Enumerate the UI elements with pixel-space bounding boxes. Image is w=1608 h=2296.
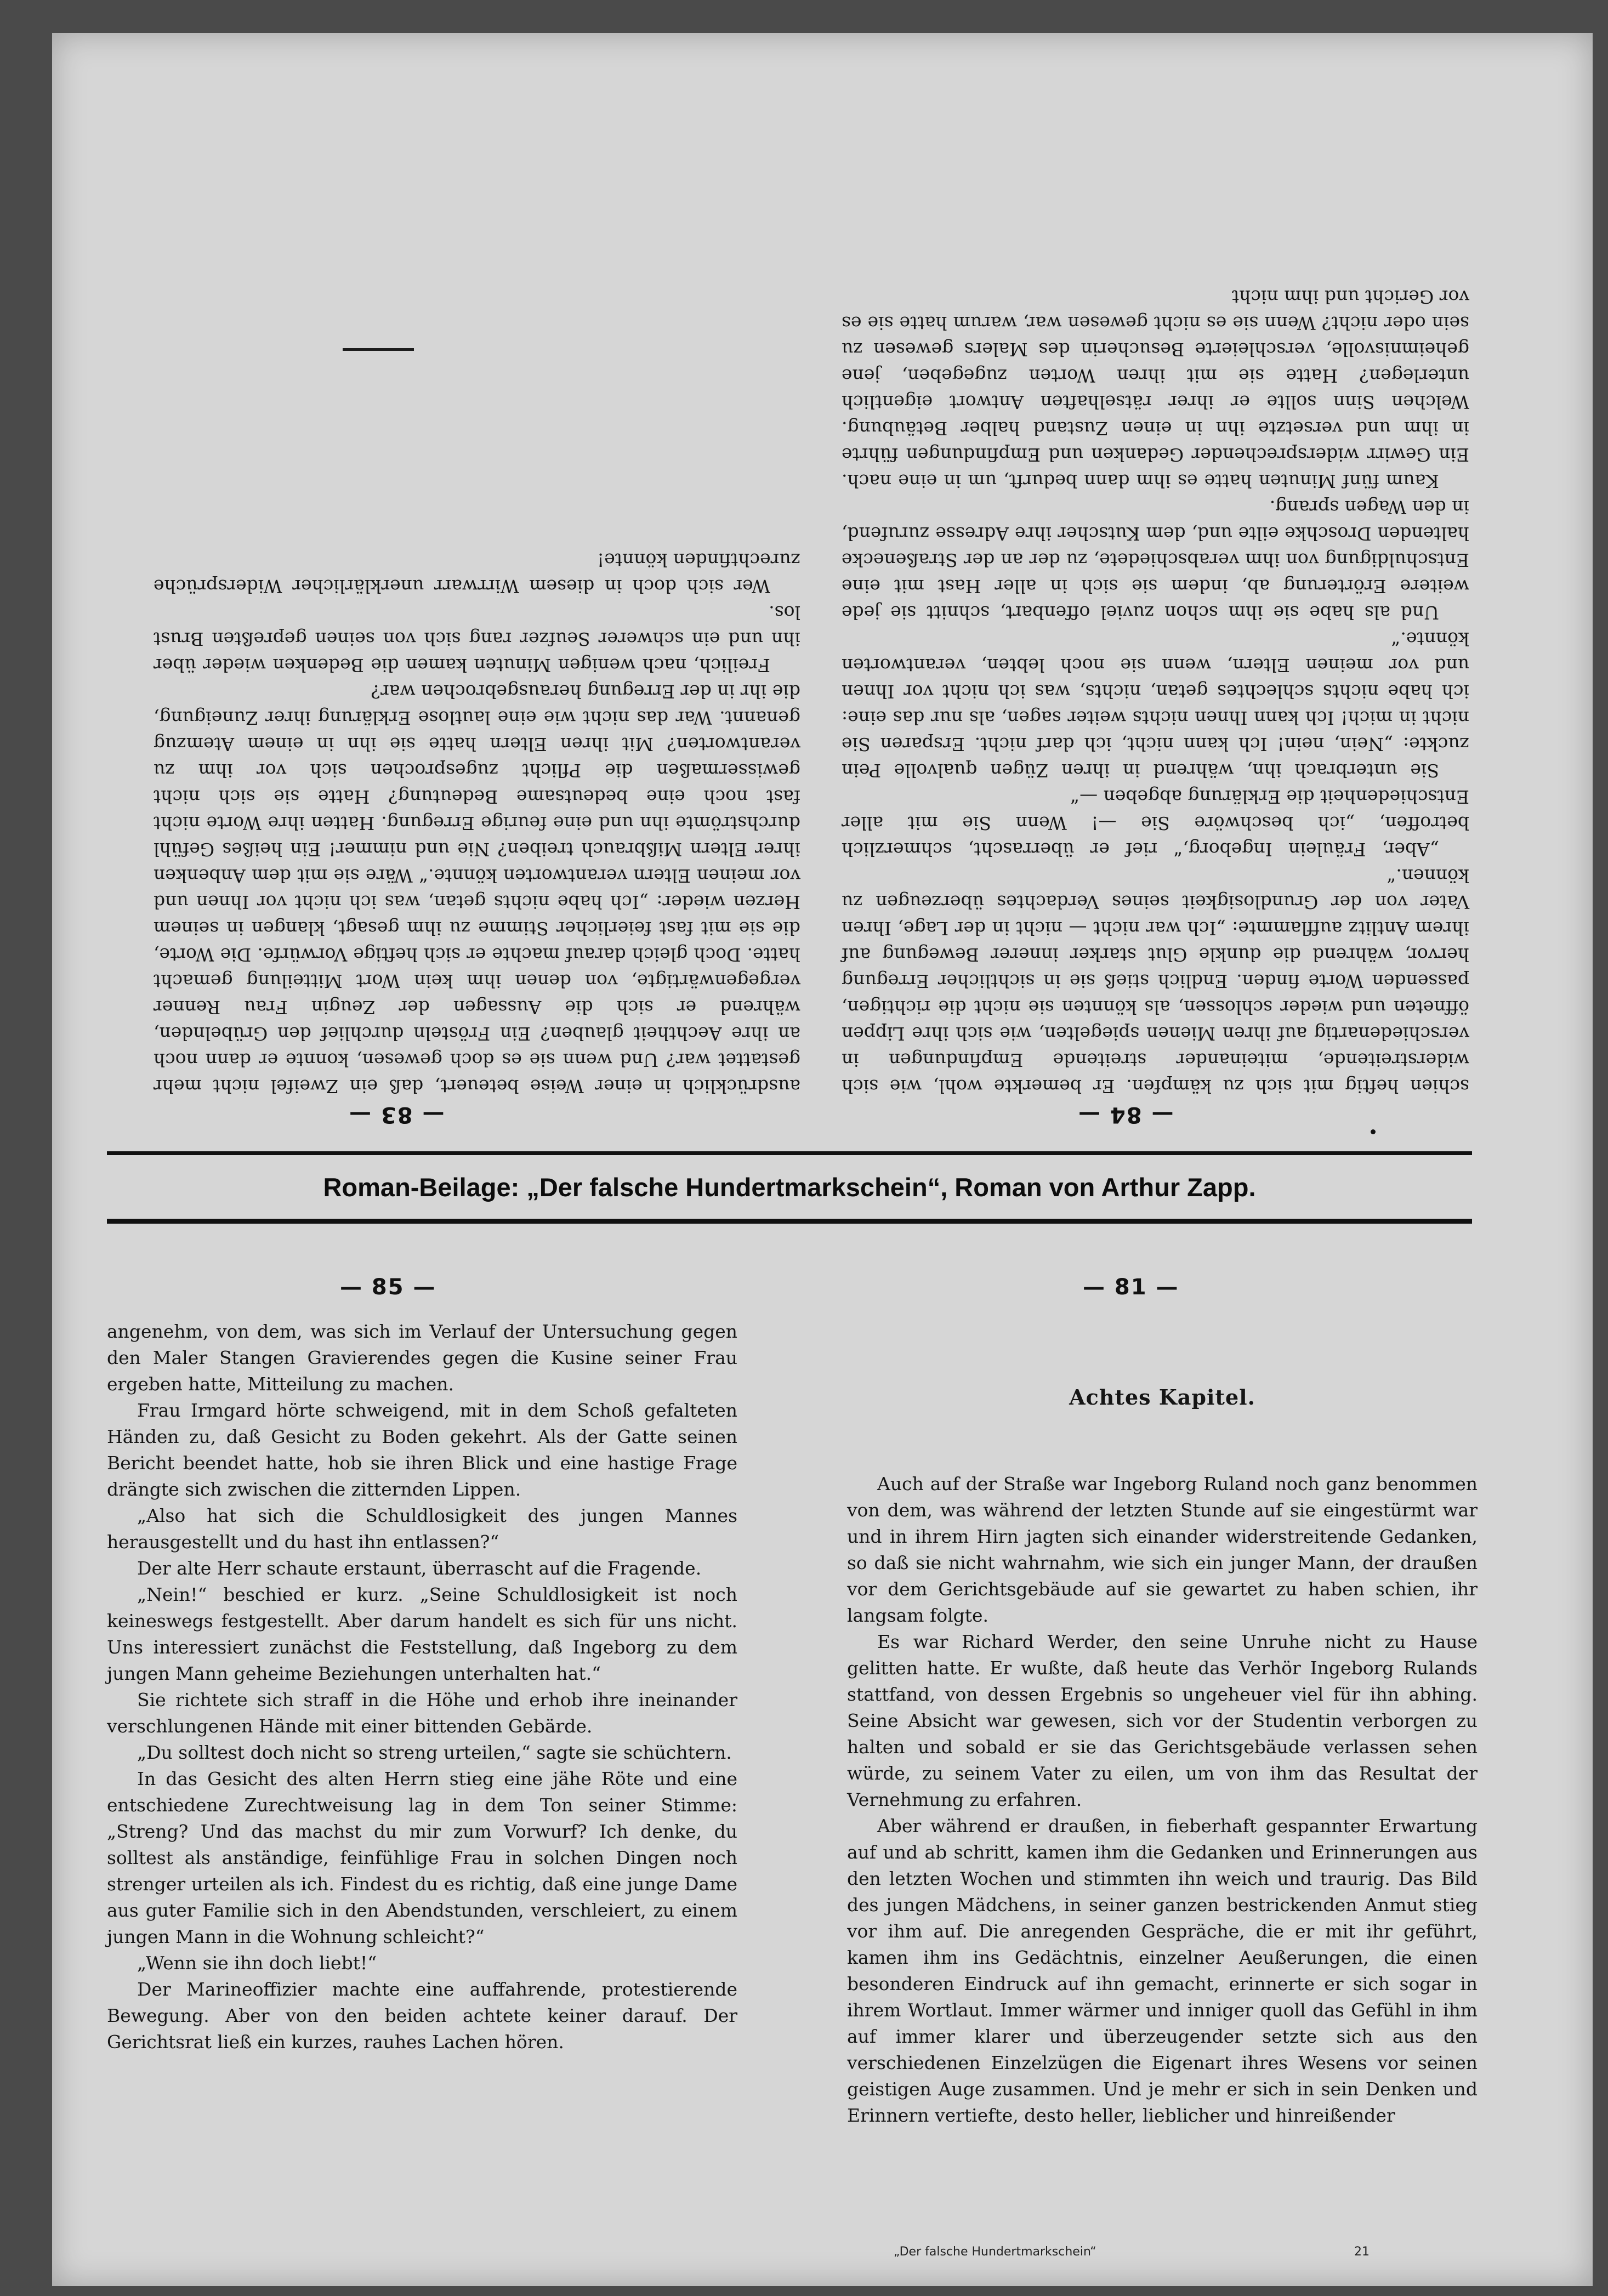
top-left-divider [343,348,414,351]
paragraph: „Also hat sich die Schuldlosigkeit des jungen Mannes herausgestellt und du hast ihn entlassen?“ [107,1505,737,1553]
paragraph: Der alte Herr schaute erstaunt, überrascht auf die Fragende. [137,1558,702,1579]
paragraph: angenehm, von dem, was sich im Verlauf der Untersuchung gegen den Maler Stangen Gravierendes gegen die Kusine seiner Frau ergeben hatte, Mitteilung zu machen. [107,1321,737,1395]
paragraph: schien heftig mit sich zu kämpfen. Er bemerkte wohl, wie sich widerstreitende, miteinander streitende Empfindungen in verschiedenartig auf ihren Mienen spiegelten, wie sich ihre Lippen öffneten und wieder schlossen, als könnten sie nicht die richtigen, passenden Worte finden. Endlich stieß sie in sichtlicher Erregung hervor, während die dunkle Glut starker innerer Bewegung auf ihrem Antlitz aufflammte: „Ich war nicht — nicht in der Lage, Ihren Vater von der Grundlosigkeit seines Verdachtes überzeugen zu können.“ [842,865,1469,1097]
signature-footer-title: „Der falsche Hundertmarkschein“ [894,2245,1096,2259]
paragraph: Und als habe sie ihm schon zuviel offenbart, schnitt sie jede weitere Erörterung ab, indem sie sich in aller Hast mit eine Entschuldigung von ihm verabschiedete, zu der an der Straßenecke haltenden Droschke eilte und, dem Kutscher ihre Adresse zurufend, in den Wagen sprang. [842,497,1469,623]
bottom-right-column [847,1319,1478,2223]
top-right-page-number: — 84 — [1077,1102,1174,1127]
top-left-page-number: — 83 — [348,1102,445,1127]
paragraph: ausdrücklich in einer Weise beteuert, daß ein Zweifel nicht mehr gestattet war? Und wenn sie es doch gewesen, konnte er dann noch an ihre Aechtheit glauben? Ein Frösteln durchlief den Grübelnden, während er sich die Aussagen der Zeugin Frau Renner vergegenwärtigte, von denen ihm kein Wort Mitteilung gemacht hatte. Doch gleich darauf machte er sich heftige Vorwürfe. Die Worte, die sie mit fast feierlicher Stimme zu ihm gesagt, klangen in seinem Herzen wieder: „Ich habe nichts getan, was ich nicht vor Ihnen und vor meinen Eltern verantworten könnte.“ Wäre sie mit dem Anbenken ihrer Eltern Mißbrauch treiben? Nie und nimmer! Ein heißes Gefühl durchströmte ihn und eine feurige Erregung. Hatten ihre Worte nicht fast noch eine bedeutsame Bedeutung? Hatte sie sich nicht gewissermaßen die Pflicht zugesprochen sich vor ihm zu verantworten? Mit ihren Eltern hatte sie ihn in einem Atemzug genannt. War das nicht wie eine lautlose Erklärung ihrer Zuneigung, die ihr in der Erregung herausgebrochen war? [154,681,800,1097]
paragraph: Frau Irmgard hörte schweigend, mit in dem Schoß gefalteten Händen zu, daß Gesicht zu Boden gekehrt. Als der Gatte seinen Bericht beendet hatte, hob sie ihren Blick und eine hastige Frage drängte sich zwischen die zitternden Lippen. [107,1400,737,1500]
paragraph: Sie unterbrach ihn, während in ihren Zügen qualvolle Pein zuckte: „Nein, nein! Ich kann nicht, ich darf nicht. Ersparen Sie nicht in mich! Ich kann Ihnen nichts weiter sagen, als nur das eine: ich habe nichts schlechtes getan, nichts, was ich nicht vor Ihnen und vor meinen Eltern, wenn sie noch lebten, verantworten könnte.“ [842,628,1469,781]
chapter-title: Achtes Kapitel. [1069,1385,1255,1410]
serial-banner: Roman-Beilage: „Der falsche Hundertmarkschein“, Roman von Arthur Zapp. [323,1172,1256,1202]
paragraph: Es war Richard Werder, den seine Unruhe nicht zu Hause gelitten hatte. Er wußte, daß heute das Verhör Ingeborg Rulands stattfand, von dessen Ergebnis so ungeheuer viel für ihn abhing. Seine Absicht war gewesen, sich vor der Studentin verborgen zu halten und sobald er sie das Gerichtsgebäude verlassen sehen würde, zu seinem Vater zu eilen, um von ihm das Resultat der Vernehmung zu erfahren. [847,1631,1478,1810]
bottom-right-page-number: — 81 — [1083,1275,1179,1300]
paragraph: Auch auf der Straße war Ingeborg Ruland noch ganz benommen von dem, was während der letzten Stunde auf sie eingestürmt war und in ihrem Hirn jagten sich einander widerstreitende Gedanken, so daß sie nicht wahrnahm, wie sich ein junger Mann, der draußen vor dem Gerichtsgebäude auf sie gewartet zu haben schien, ihr langsam folgte. [847,1473,1478,1626]
paragraph: Der Marineoffizier machte eine auffahrende, protestierende Bewegung. Aber von den beiden achtete keiner darauf. Der Gerichtsrat ließ ein kurzes, rauhes Lachen hören. [107,1979,737,2053]
paragraph: In das Gesicht des alten Herrn stieg eine jähe Röte und eine entschiedene Zurechtweisung lag in dem Ton seiner Stimme: „Streng? Und das machst du mir zum Vorwurf? Ich denke, du solltest als anständige, feinfühlige Frau in solchen Dingen noch strenger urteilen als ich. Findest du es richtig, daß eine junge Dame aus guter Familie sich in den Abendstunden, verschleiert, zu einem jungen Mann in die Wohnung schleicht?“ [107,1768,737,1947]
top-left-column [154,425,800,1099]
ink-speck [1371,1129,1376,1134]
paragraph: „Aber, Fräulein Ingeborg,“ rief er überrascht, schmerzlich betroffen, „ich beschwöre Sie —! Wenn Sie mit aller Entschiedenheit die Erklärung abgeben —“ [842,786,1469,860]
paragraph: Sie richtete sich straff in die Höhe und erhob ihre ineinander verschlungenen Hände mit einer bittenden Gebärde. [107,1689,737,1737]
top-right-column [842,184,1469,1099]
paragraph: Wer sich doch in diesem Wirrwarr unerklärlicher Widersprüche zurechtfinden könnte! [154,549,800,597]
paragraph: „Du solltest doch nicht so streng urteilen,“ sagte sie schüchtern. [137,1742,732,1763]
bottom-left-column [107,1319,737,2207]
banner-rule-top [107,1151,1472,1155]
newspaper-sheet [52,33,1593,2286]
top-left-paragraphs [154,547,800,1099]
paragraph: „Nein!“ beschied er kurz. „Seine Schuldlosigkeit ist noch keineswegs festgestellt. Aber darum handelt es sich für uns nicht. Uns interessiert zunächst die Feststellung, daß Ingeborg zu dem jungen Mann geheime Beziehungen unterhalten hat.“ [107,1584,737,1684]
paragraph: Freilich, nach wenigen Minuten kamen die Bedenken wieder über ihn und ein schwerer Seufzer rang sich von seinen gepreßten Brust los. [154,602,800,676]
paragraph: „Wenn sie ihn doch liebt!“ [137,1952,377,1974]
banner-rule-bottom [107,1219,1472,1224]
paragraph: Aber während er draußen, in fieberhaft gespannter Erwartung auf und ab schritt, kamen ihm die Gedanken und Erinnerungen aus den letzten Wochen und stimmten ihn weich und traurig. Das Bild des jungen Mädchens, in seiner ganzen bestrickenden Anmut stieg vor ihm auf. Die anregenden Gespräche, die er mit ihr geführt, kamen ihm ins Gedächtnis, einzelner Aeußerungen, die einen besonderen Eindruck auf ihn gemacht, erinnerte er sich sogar in ihrem Wortlaut. Immer wärmer und inniger quoll das Gefühl in ihm auf immer klarer und überzeugender setzte sich aus den verschiedenen Einzelzügen die Eigenart ihres Wesens vor seinen geistigen Auge zusammen. Und je mehr er sich in sein Denken und Erinnern vertiefte, desto heller, lieblicher und hinreißender [847,1815,1478,2126]
paragraph: Kaum fünf Minuten hatte es ihm dann bedurft, um in eine nach. Ein Gewirr widersprechender Gedanken und Empfindungen führte in ihm und versetzte ihn in einen Zustand halber Betäubung. Welchen Sinn sollte er ihrer rätselhaften Antwort eigentlich unterlegen? Hatte sie mit ihren Worten zugegeben, jene geheimnisvolle, verschleierte Besucherin des Malers gewesen zu sein oder nicht? Wenn sie es nicht gewesen war, warum hatte sie es vor Gericht und ihm nicht [842,286,1469,492]
signature-footer-number: 21 [1354,2245,1370,2259]
bottom-left-page-number: — 85 — [340,1275,436,1300]
